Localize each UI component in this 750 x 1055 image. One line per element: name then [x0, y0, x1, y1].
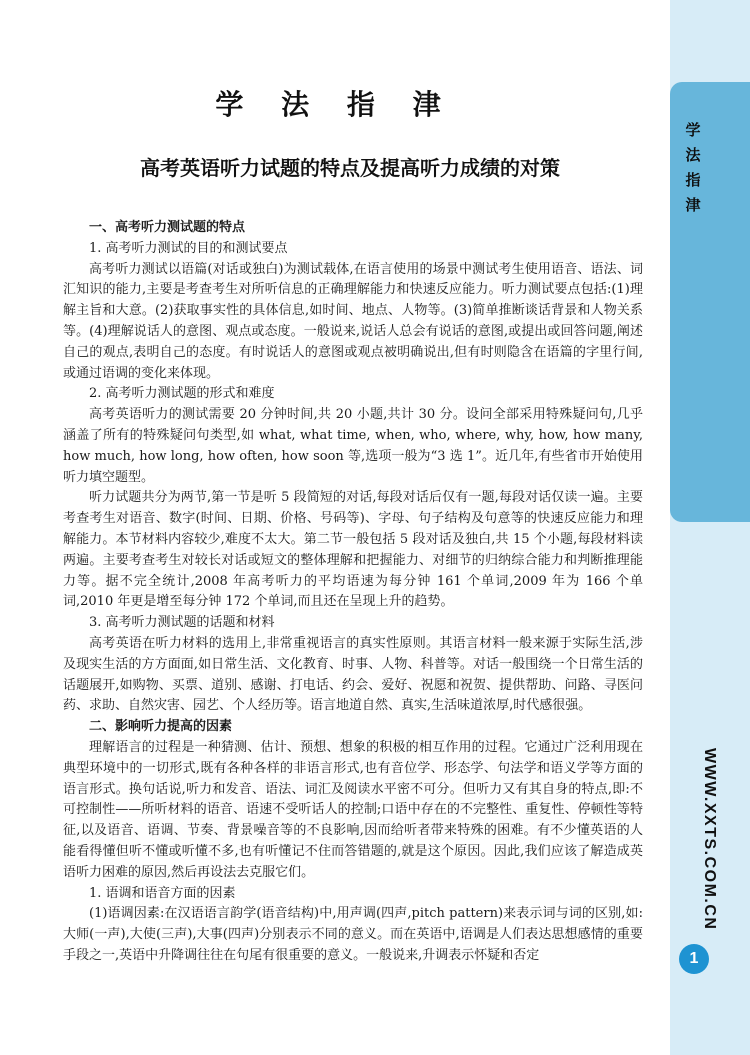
paragraph: 理解语言的过程是一种猜测、估计、预想、想象的积极的相互作用的过程。它通过广泛利用现在典型环境中的一切形式,既有各种各样的非语言形式,也有音位学、形态学、句法学和语义学等方面的语言形式。换句话说,听力和发音、语法、词汇及阅读水平密不可分。但听力又有其自身的特点,即:不可控制性——所听材料的语音、语速不受听话人的控制;口语中存在的不完整性、重复性、停顿性等特征,以及语音、语调、节奏、背景噪音等的不良影响,因而给听者带来特殊的困难。有不少懂英语的人能看得懂但听不懂或听懂不多,也有听懂记不住而答错题的,就是这个原因。因此,我们应该了解造成英语听力困难的原因,然后再设法去克服它们。: [63, 739, 643, 880]
section-heading: 二、影响听力提高的因素: [89, 719, 233, 735]
paragraph: (1)语调因素:在汉语语言韵学(语音结构)中,用声调(四声,pitch pattern)来表示词与词的区别,如:大师(一声),大使(三声),大事(四声)分别表示不同的意义。而在英语中,语调是人们表达思想感情的重要手段之一,英语中升降调往往在句尾有很重要的意义。一般说来,升调表示怀疑和否定: [63, 906, 643, 963]
subsection-heading: 1. 高考听力测试的目的和测试要点: [89, 240, 288, 256]
subsection-heading: 2. 高考听力测试题的形式和难度: [89, 386, 275, 402]
paragraph: 高考听力测试以语篇(对话或独白)为测试载体,在语言使用的场景中测试考生使用语音、语法、词汇知识的能力,主要是考查考生对所听信息的正确理解能力和快速反应能力。听力测试要点包括:(1)理解主旨和大意。(2)获取事实性的具体信息,如时间、地点、人物等。(3)简单推断谈话背景和人物关系等。(4)理解说话人的意图、观点或态度。一般说来,说话人总会有说话的意图,或提出或回答问题,阐述自己的观点,表明自己的态度。有时说话人的意图或观点被明确说出,但有时则隐含在语篇的字里行间,或通过语调的变化来体现。: [63, 261, 643, 381]
side-tab-label: 学法指津: [685, 121, 701, 214]
page-number-badge: 1: [679, 944, 709, 974]
article-title: 高考英语听力试题的特点及提高听力成绩的对策: [140, 156, 560, 180]
website-url: WWW.XXTS.COM.CN: [701, 748, 718, 931]
subsection-heading: 3. 高考听力测试题的话题和材料: [89, 615, 275, 631]
article-body: [63, 218, 643, 967]
paragraph: 高考英语在听力材料的选用上,非常重视语言的真实性原则。其语言材料一般来源于实际生活,涉及现实生活的方方面面,如日常生活、文化教育、时事、人物、科普等。对话一般围绕一个日常生活的话题展开,如购物、买票、道别、感谢、打电话、约会、爱好、祝愿和祝贺、提供帮助、问路、寻医问药、求助、自然灾害、园艺、个人经历等。语言地道自然、真实,生活味道浓厚,时代感很强。: [63, 635, 643, 714]
subsection-heading: 1. 语调和语音方面的因素: [89, 885, 236, 901]
paragraph: 听力试题共分为两节,第一节是听 5 段简短的对话,每段对话后仅有一题,每段对话仅读一遍。主要考查考生对语音、数字(时间、日期、价格、号码等)、字母、句子结构及句意等的快速反应能力和理解能力。本节材料内容较少,难度不太大。第二节一般包括 5 段对话及独白,共 15 个小题,每段材料读两遍。主要考查考生对较长对话或短文的整体理解和把握能力、对细节的归纳综合能力和判断推理能力等。据不完全统计,2008 年高考听力的平均语速为每分钟 161 个单词,2009 年为 166 个单词,2010 年更是增至每分钟 172 个单词,而且还在呈现上升的趋势。: [63, 490, 643, 610]
section-heading: 一、高考听力测试题的特点: [89, 220, 246, 235]
side-tab: [670, 82, 750, 522]
paragraph: 高考英语听力的测试需要 20 分钟时间,共 20 小题,共计 30 分。设问全部采用特殊疑问句,几乎涵盖了所有的特殊疑问句类型,如 what, what time, when, who, where, why, how, how many, how much, how long, how often, how soon 等,选项一般为“3 选 1”。近几年,有些省市开始使用听力填空题型。: [63, 407, 643, 485]
page-title: 学 法 指 津: [215, 88, 455, 121]
